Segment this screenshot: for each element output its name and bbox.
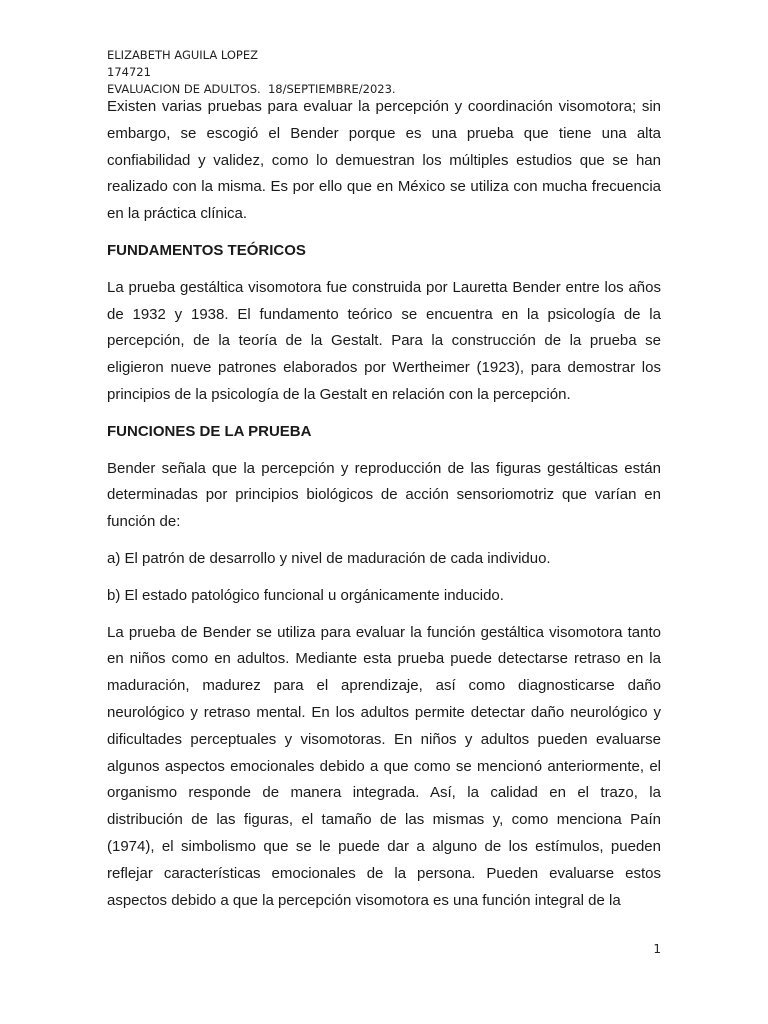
document-header — [107, 47, 667, 98]
funciones-paragraph: Bender señala que la percepción y reproducción de las figuras gestálticas están determinadas por principios biológicos de acción sensoriomotriz que varían en función de: — [107, 459, 661, 531]
section-heading-fundamentos: FUNDAMENTOS TEÓRICOS — [107, 241, 306, 259]
author-name: ELIZABETH AGUILA LOPEZ — [107, 48, 258, 62]
section-heading-funciones: FUNCIONES DE LA PRUEBA — [107, 422, 312, 440]
list-item-a: a) El patrón de desarrollo y nivel de maduración de cada individuo. — [107, 549, 551, 567]
list-item-b: b) El estado patológico funcional u orgánicamente inducido. — [107, 586, 504, 604]
intro-paragraph: Existen varias pruebas para evaluar la percepción y coordinación visomotora; sin embargo, se escogió el Bender porque es una prueba que tiene una alta confiabilidad y validez, como lo demuestran los múltiples estudios que se han realizado con la misma. Es por ello que en México se utiliza con mucha frecuencia en la práctica clínica. — [107, 98, 661, 223]
student-id: 174721 — [107, 65, 151, 79]
document-subject-date: EVALUACION DE ADULTOS. 18/SEPTIEMBRE/2023. — [107, 82, 396, 96]
uso-paragraph: La prueba de Bender se utiliza para evaluar la función gestáltica visomotora tanto en niños como en adultos. Mediante esta prueba puede detectarse retraso en la maduración, madurez para el aprendizaje, así como diagnosticarse daño neurológico y retraso mental. En los adultos permite detectar daño neurológico y dificultades perceptuales y visomotoras. En niños y adultos pueden evaluarse algunos aspectos emocionales debido a que como se mencionó anteriormente, el organismo responde de manera integrada. Así, la calidad en el trazo, la distribución de las figuras, el tamaño de las mismas y, como menciona Paín (1974), el simbolismo que se le puede dar a alguno de los estímulos, pueden reflejar características emocionales de la persona. Pueden evaluarse estos aspectos debido a que la percepción visomotora es una función integral de la — [107, 623, 661, 909]
document-body — [107, 94, 661, 924]
page-number: 1 — [653, 942, 661, 956]
fundamentos-paragraph: La prueba gestáltica visomotora fue construida por Lauretta Bender entre los años de 1932 y 1938. El fundamento teórico se encuentra en la psicología de la percepción, de la teoría de la Gestalt. Para la construcción de la prueba se eligieron nueve patrones elaborados por Wertheimer (1923), para demostrar los principios de la psicología de la Gestalt en relación con la percepción. — [107, 278, 661, 403]
